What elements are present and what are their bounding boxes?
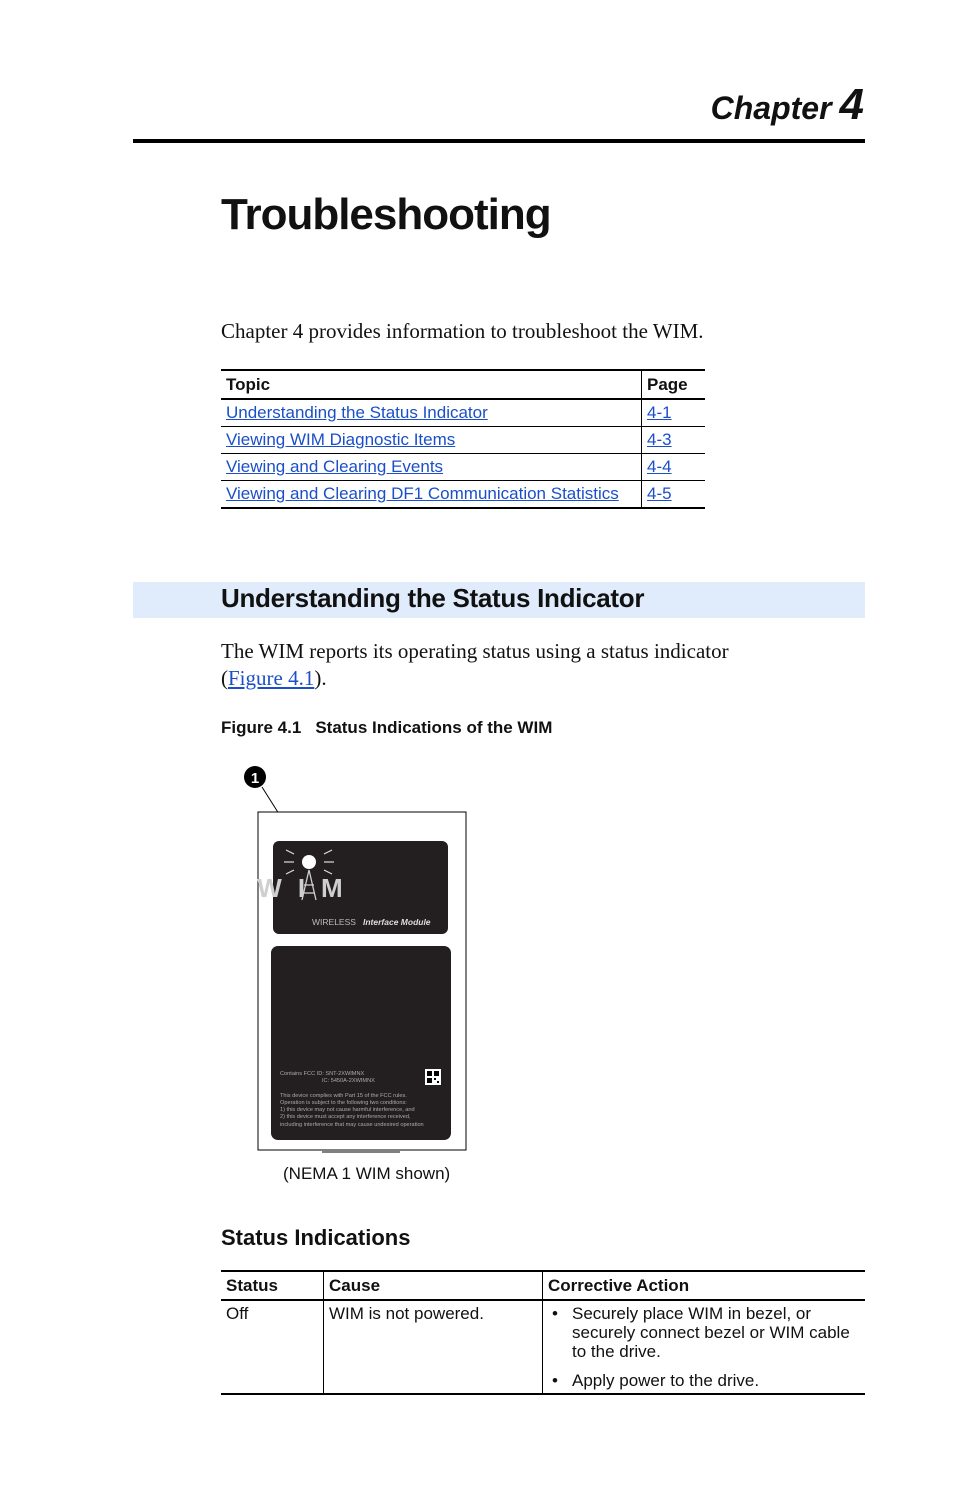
list-item [548, 1304, 860, 1361]
figure-caption-title: Status Indications of the WIM [315, 718, 553, 737]
paren-close: ). [314, 666, 327, 690]
chapter-heading [711, 80, 864, 130]
table-row [221, 399, 705, 427]
label-line-6: 2) this device must accept any interference received, [280, 1114, 411, 1120]
table-row [221, 1300, 865, 1394]
status-column-header: Status [221, 1271, 324, 1300]
status-paragraph [221, 638, 821, 692]
action-text: Apply power to the drive. [572, 1371, 760, 1390]
page-link-4-1[interactable]: 4-1 [647, 403, 672, 422]
page-link-4-3[interactable]: 4-3 [647, 430, 672, 449]
topic-column-header: Topic [221, 370, 642, 399]
topic-table-header [221, 370, 705, 399]
device-subtitle-plain: WIRELESS [312, 917, 356, 927]
figure-caption [221, 718, 552, 738]
chapter-rule [133, 139, 865, 143]
bullet-icon: • [552, 1371, 558, 1390]
table-row [221, 454, 705, 481]
label-line-5: 1) this device may not cause harmful interference, and [280, 1107, 415, 1113]
wim-figure [240, 760, 480, 1160]
bullet-icon: • [552, 1304, 558, 1323]
label-line-3: This device complies with Part 15 of the FCC rules. [280, 1093, 407, 1099]
figure-caption-number: Figure 4.1 [221, 718, 302, 737]
status-paragraph-text: The WIM reports its operating status using a status indicator [221, 639, 729, 663]
callout-number: 1 [250, 770, 260, 787]
table-row [221, 427, 705, 454]
section-title: Understanding the Status Indicator [221, 583, 645, 613]
table-row [221, 481, 705, 509]
status-indications-title: Status Indications [221, 1225, 411, 1250]
label-line-7: including interference that may cause undesired operation [280, 1122, 424, 1128]
action-cell [543, 1300, 866, 1394]
status-table-header [221, 1271, 865, 1300]
topic-link-df1-statistics[interactable]: Viewing and Clearing DF1 Communication Statistics [226, 484, 619, 503]
topic-table [221, 369, 705, 509]
page-link-4-5[interactable]: 4-5 [647, 484, 672, 503]
status-cell: Off [221, 1300, 324, 1394]
action-column-header: Corrective Action [543, 1271, 866, 1300]
topic-link-status-indicator[interactable]: Understanding the Status Indicator [226, 403, 488, 422]
status-table [221, 1270, 865, 1395]
page-link-4-4[interactable]: 4-4 [647, 457, 672, 476]
action-list [548, 1304, 860, 1390]
figure-link[interactable]: Figure 4.1 [228, 666, 315, 690]
action-text: Securely place WIM in bezel, or securely connect bezel or WIM cable to the drive. [572, 1304, 850, 1361]
figure-note: (NEMA 1 WIM shown) [283, 1164, 451, 1183]
device-subtitle-bold: Interface Module [363, 917, 431, 927]
label-line-1: Contains FCC ID: SNT-2XWIMNX [280, 1071, 365, 1077]
topic-link-diagnostic-items[interactable]: Viewing WIM Diagnostic Items [226, 430, 456, 449]
qr-code-icon [425, 1069, 441, 1085]
chapter-label: Chapter [710, 90, 832, 126]
page-column-header: Page [642, 370, 706, 399]
chapter-number: 4 [839, 80, 864, 129]
device-logo: WIM [257, 873, 359, 903]
intro-paragraph: Chapter 4 provides information to troubleshoot the WIM. [221, 319, 704, 343]
label-line-2: IC: 5450A-2XWIMNX [322, 1078, 375, 1084]
topic-link-events[interactable]: Viewing and Clearing Events [226, 457, 444, 476]
paren-open: ( [221, 666, 228, 690]
page-title: Troubleshooting [221, 190, 551, 239]
wim-device-illustration [240, 760, 480, 1160]
status-indicator-led [302, 855, 316, 869]
cause-column-header: Cause [324, 1271, 543, 1300]
label-line-4: Operation is subject to the following two conditions: [280, 1100, 407, 1106]
cause-cell: WIM is not powered. [324, 1300, 543, 1394]
list-item [548, 1371, 860, 1390]
